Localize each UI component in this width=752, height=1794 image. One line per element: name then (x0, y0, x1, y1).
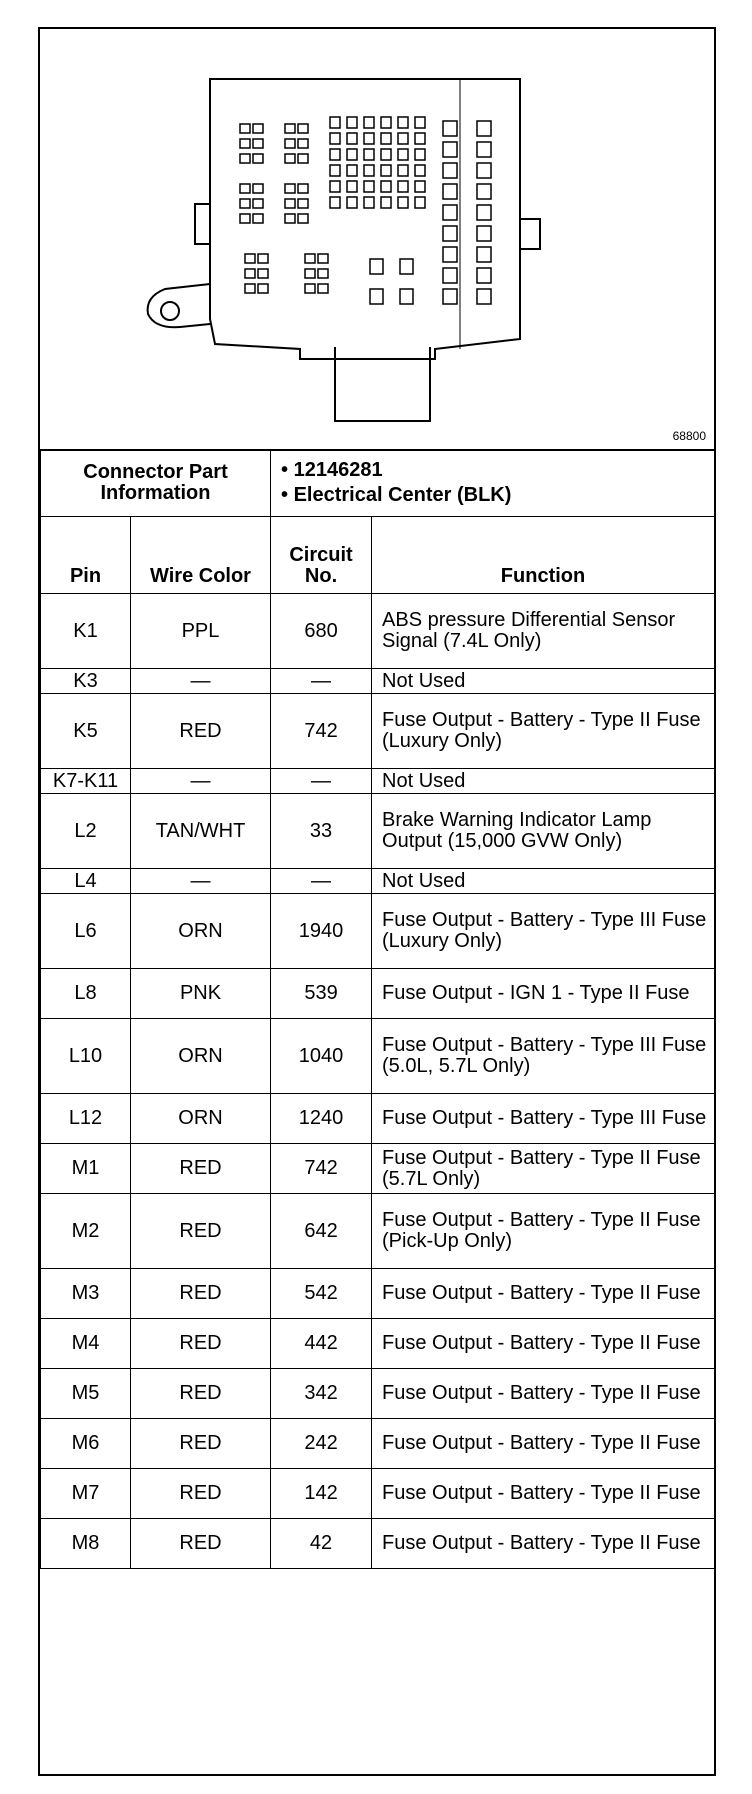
function-cell: Not Used (372, 669, 715, 694)
fuse-cavity (443, 289, 457, 304)
fuse-cavities (240, 117, 491, 304)
table-row (41, 694, 715, 769)
fuse-cavity (285, 199, 295, 208)
pin-cell: M2 (41, 1194, 131, 1269)
pin-cell: K7-K11 (41, 769, 131, 794)
fuse-cavity (477, 121, 491, 136)
circuit-cell: 42 (271, 1519, 372, 1569)
fuse-cavity (258, 254, 268, 263)
connector-sheet (38, 27, 716, 1776)
fuse-cavity (364, 133, 374, 144)
function-cell: Fuse Output - Battery - Type II Fuse (372, 1319, 715, 1369)
function-cell: Fuse Output - Battery - Type II Fuse (372, 1269, 715, 1319)
fuse-cavity (398, 181, 408, 192)
wire-color-cell: ORN (131, 1019, 271, 1094)
fuse-cavity (381, 117, 391, 128)
fuse-cavity (330, 181, 340, 192)
pin-cell: M3 (41, 1269, 131, 1319)
connector-diagram (40, 29, 714, 451)
part-number: 12146281 (293, 459, 383, 481)
pinout-table (40, 449, 715, 1569)
table-row (41, 594, 715, 669)
wire-color-cell: ORN (131, 1094, 271, 1144)
figure-number: 68800 (672, 429, 706, 443)
wire-color-cell: RED (131, 1194, 271, 1269)
function-cell: Fuse Output - Battery - Type II Fuse (372, 1469, 715, 1519)
connector-description: Electrical Center (BLK) (293, 484, 512, 506)
mounting-ear (148, 284, 210, 327)
circuit-cell: 442 (271, 1319, 372, 1369)
column-header-row (41, 517, 715, 594)
fuse-cavity (318, 254, 328, 263)
fuse-cavity (305, 269, 315, 278)
pin-cell: L2 (41, 794, 131, 869)
right-tab (520, 219, 540, 249)
fuse-cavity (330, 117, 340, 128)
fuse-cavity (298, 154, 308, 163)
circuit-cell: 33 (271, 794, 372, 869)
fuse-cavity (285, 139, 295, 148)
table-row (41, 1194, 715, 1269)
fuse-cavity (477, 247, 491, 262)
left-tab (195, 204, 210, 244)
pin-cell: M1 (41, 1144, 131, 1194)
fuse-cavity (398, 149, 408, 160)
connector-info-label: Connector Part Information (41, 450, 271, 517)
fuse-cavity (381, 133, 391, 144)
wire-color-cell: ORN (131, 894, 271, 969)
circuit-cell: 1240 (271, 1094, 372, 1144)
wire-color-cell: RED (131, 1369, 271, 1419)
fuse-cavity (298, 184, 308, 193)
function-cell: Fuse Output - Battery - Type III Fuse (Luxury Only) (372, 894, 715, 969)
pin-cell: L10 (41, 1019, 131, 1094)
wire-color-cell: — (131, 669, 271, 694)
fuse-cavity (347, 133, 357, 144)
connector-info-row (41, 450, 715, 517)
header-function: Function (372, 517, 715, 594)
wire-color-cell: PPL (131, 594, 271, 669)
table-row (41, 894, 715, 969)
pin-cell: L8 (41, 969, 131, 1019)
fuse-cavity (285, 214, 295, 223)
fuse-cavity (381, 165, 391, 176)
function-cell: Fuse Output - Battery - Type II Fuse (Pick-Up Only) (372, 1194, 715, 1269)
fuse-cavity (443, 205, 457, 220)
fuse-cavity (347, 117, 357, 128)
fuse-cavity (285, 124, 295, 133)
mounting-hole (161, 302, 179, 320)
fuse-cavity (330, 197, 340, 208)
circuit-cell: 542 (271, 1269, 372, 1319)
fuse-cavity (285, 154, 295, 163)
pin-cell: K1 (41, 594, 131, 669)
fuse-cavity (285, 184, 295, 193)
fuse-cavity (398, 133, 408, 144)
circuit-cell: 742 (271, 1144, 372, 1194)
table-row (41, 1369, 715, 1419)
table-row (41, 769, 715, 794)
fuse-cavity (415, 165, 425, 176)
fuse-cavity (415, 149, 425, 160)
fuse-cavity (347, 197, 357, 208)
fuse-cavity (364, 181, 374, 192)
function-cell: Not Used (372, 769, 715, 794)
header-circuit-no: Circuit No. (271, 517, 372, 594)
circuit-cell: 342 (271, 1369, 372, 1419)
function-cell: Fuse Output - Battery - Type II Fuse (5.7L Only) (372, 1144, 715, 1194)
fuse-cavity (477, 289, 491, 304)
fuse-cavity (364, 149, 374, 160)
circuit-cell: — (271, 869, 372, 894)
fuse-cavity (298, 214, 308, 223)
fuse-cavity (253, 184, 263, 193)
fuse-cavity (245, 254, 255, 263)
header-pin: Pin (41, 517, 131, 594)
fuse-cavity (415, 181, 425, 192)
table-row (41, 1319, 715, 1369)
pin-cell: L12 (41, 1094, 131, 1144)
wire-color-cell: RED (131, 694, 271, 769)
table-row (41, 1419, 715, 1469)
fuse-cavity (400, 259, 413, 274)
pin-cell: L4 (41, 869, 131, 894)
wire-color-cell: RED (131, 1269, 271, 1319)
pin-cell: M7 (41, 1469, 131, 1519)
fuse-cavity (253, 139, 263, 148)
table-row (41, 1469, 715, 1519)
circuit-cell: 1940 (271, 894, 372, 969)
wire-color-cell: — (131, 769, 271, 794)
electrical-center-illustration (40, 29, 714, 449)
fuse-cavity (415, 197, 425, 208)
fuse-cavity (298, 199, 308, 208)
fuse-cavity (370, 289, 383, 304)
wire-color-cell: RED (131, 1519, 271, 1569)
table-row (41, 794, 715, 869)
fuse-cavity (477, 268, 491, 283)
circuit-cell: 242 (271, 1419, 372, 1469)
fuse-cavity (398, 117, 408, 128)
fuse-cavity (443, 142, 457, 157)
fuse-cavity (381, 197, 391, 208)
fuse-cavity (364, 117, 374, 128)
fuse-cavity (305, 254, 315, 263)
pin-cell: M4 (41, 1319, 131, 1369)
fuse-cavity (370, 259, 383, 274)
fuse-cavity (477, 205, 491, 220)
fuse-cavity (347, 181, 357, 192)
header-wire-color: Wire Color (131, 517, 271, 594)
circuit-cell: 742 (271, 694, 372, 769)
fuse-cavity (330, 149, 340, 160)
function-cell: Fuse Output - Battery - Type III Fuse (5.0L, 5.7L Only) (372, 1019, 715, 1094)
function-cell: Fuse Output - Battery - Type II Fuse (372, 1519, 715, 1569)
fuse-cavity (253, 124, 263, 133)
fuse-cavity (258, 284, 268, 293)
function-cell: Fuse Output - IGN 1 - Type II Fuse (372, 969, 715, 1019)
fuse-cavity (347, 165, 357, 176)
fuse-cavity (364, 165, 374, 176)
fuse-cavity (305, 284, 315, 293)
fuse-cavity (253, 199, 263, 208)
circuit-cell: 680 (271, 594, 372, 669)
fuse-cavity (398, 197, 408, 208)
fuse-cavity (240, 154, 250, 163)
circuit-cell: 142 (271, 1469, 372, 1519)
fuse-cavity (400, 289, 413, 304)
fuse-cavity (330, 133, 340, 144)
pin-cell: L6 (41, 894, 131, 969)
wire-color-cell: PNK (131, 969, 271, 1019)
fuse-cavity (347, 149, 357, 160)
fuse-cavity (443, 163, 457, 178)
fuse-cavity (245, 284, 255, 293)
circuit-cell: — (271, 769, 372, 794)
fuse-cavity (364, 197, 374, 208)
function-cell: Fuse Output - Battery - Type II Fuse (372, 1369, 715, 1419)
fuse-cavity (240, 214, 250, 223)
fuse-cavity (240, 199, 250, 208)
function-cell: Fuse Output - Battery - Type II Fuse (372, 1419, 715, 1469)
fuse-cavity (298, 124, 308, 133)
fuse-cavity (443, 226, 457, 241)
fuse-cavity (258, 269, 268, 278)
table-row (41, 1144, 715, 1194)
wire-color-cell: RED (131, 1419, 271, 1469)
circuit-cell: 1040 (271, 1019, 372, 1094)
fuse-cavity (415, 133, 425, 144)
fuse-cavity (477, 163, 491, 178)
fuse-cavity (330, 165, 340, 176)
table-row (41, 1019, 715, 1094)
fuse-cavity (240, 139, 250, 148)
fuse-cavity (477, 226, 491, 241)
pin-cell: M6 (41, 1419, 131, 1469)
fuse-cavity (253, 214, 263, 223)
function-cell: Fuse Output - Battery - Type II Fuse (Luxury Only) (372, 694, 715, 769)
table-row (41, 1094, 715, 1144)
wire-color-cell: RED (131, 1144, 271, 1194)
fuse-cavity (381, 149, 391, 160)
fuse-cavity (381, 181, 391, 192)
fuse-cavity (443, 121, 457, 136)
fuse-cavity (477, 184, 491, 199)
fuse-cavity (240, 124, 250, 133)
table-row (41, 669, 715, 694)
function-cell: Brake Warning Indicator Lamp Output (15,000 GVW Only) (372, 794, 715, 869)
fuse-cavity (318, 284, 328, 293)
pin-cell: K5 (41, 694, 131, 769)
fuse-cavity (240, 184, 250, 193)
wire-color-cell: RED (131, 1469, 271, 1519)
function-cell: Fuse Output - Battery - Type III Fuse (372, 1094, 715, 1144)
circuit-cell: — (271, 669, 372, 694)
table-row (41, 1519, 715, 1569)
fuse-cavity (253, 154, 263, 163)
table-row (41, 1269, 715, 1319)
pin-cell: M8 (41, 1519, 131, 1569)
function-cell: Not Used (372, 869, 715, 894)
fuse-cavity (443, 184, 457, 199)
fuse-cavity (443, 268, 457, 283)
connector-info-values: • 12146281 • Electrical Center (BLK) (271, 450, 715, 517)
fuse-cavity (318, 269, 328, 278)
fuse-cavity (245, 269, 255, 278)
pin-cell: K3 (41, 669, 131, 694)
wire-color-cell: RED (131, 1319, 271, 1369)
table-row (41, 969, 715, 1019)
wire-color-cell: — (131, 869, 271, 894)
wire-color-cell: TAN/WHT (131, 794, 271, 869)
fuse-cavity (398, 165, 408, 176)
fuse-cavity (443, 247, 457, 262)
function-cell: ABS pressure Differential Sensor Signal (7.4L Only) (372, 594, 715, 669)
fuse-cavity (477, 142, 491, 157)
fuse-cavity (298, 139, 308, 148)
circuit-cell: 539 (271, 969, 372, 1019)
circuit-cell: 642 (271, 1194, 372, 1269)
pin-cell: M5 (41, 1369, 131, 1419)
fuse-cavity (415, 117, 425, 128)
table-row (41, 869, 715, 894)
